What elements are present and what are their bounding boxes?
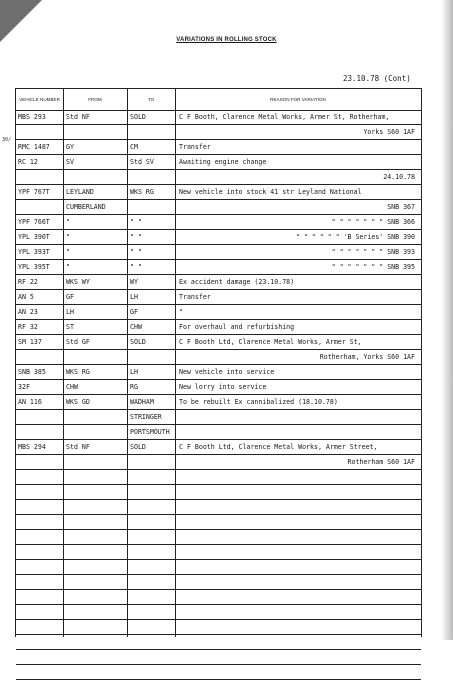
vehicle-number-cell: RC 12	[18, 158, 38, 166]
reason-cell: New lorry into service	[179, 383, 267, 391]
vehicle-number-cell: AN 116	[18, 398, 42, 406]
empty-table-row	[16, 620, 421, 635]
reason-cell: Rotherham, Yorks S60 1AF	[319, 353, 415, 361]
table-row	[16, 275, 421, 290]
to-cell: PORTSMOUTH	[130, 428, 170, 436]
to-cell: Std SV	[130, 158, 154, 166]
reason-cell: " " " " " " " SNB 393	[331, 248, 415, 256]
vehicle-number-cell: MBS 293	[18, 113, 46, 121]
from-cell: "	[66, 263, 70, 271]
from-cell	[66, 170, 126, 184]
vehicle-number-cell	[18, 170, 63, 184]
table-row	[16, 320, 421, 335]
from-cell: "	[66, 233, 70, 241]
empty-table-row	[16, 500, 421, 515]
vehicle-number-cell	[18, 455, 63, 469]
to-cell: " "	[130, 263, 142, 271]
vehicle-number-cell: RF 32	[18, 323, 38, 331]
from-cell: Std NF	[66, 113, 90, 121]
table-row	[16, 350, 421, 365]
table-row	[16, 440, 421, 455]
from-cell	[66, 425, 126, 439]
table-row	[16, 305, 421, 320]
from-cell: ST	[66, 323, 74, 331]
vehicle-number-cell	[18, 125, 63, 139]
vehicle-number-cell	[18, 200, 63, 214]
reason-cell: SNB 367	[387, 203, 415, 211]
from-cell: GF	[66, 293, 74, 301]
reason-cell: Transfer	[179, 143, 211, 151]
empty-table-row	[16, 560, 421, 575]
vehicle-number-cell: SM 137	[18, 338, 42, 346]
table-row	[16, 230, 421, 245]
page-title: VARIATIONS IN ROLLING STOCK	[176, 37, 277, 43]
vehicle-number-cell: YPL 390T	[18, 233, 50, 241]
reason-cell: " " " " " " 'B Series' SNB 390	[295, 233, 415, 241]
to-cell: STRINGER	[130, 413, 162, 421]
from-cell: GY	[66, 143, 74, 151]
reason-cell: New vehicle into service	[179, 368, 275, 376]
reason-cell: C F Booth Ltd, Clarence Metal Works, Armer St,	[179, 338, 362, 346]
page-corner-shadow	[0, 0, 42, 42]
table-row	[16, 215, 421, 230]
table-row	[16, 185, 421, 200]
to-cell: " "	[130, 218, 142, 226]
to-cell: " "	[130, 233, 142, 241]
vehicle-number-cell	[18, 425, 63, 439]
vehicle-number-cell: RF 22	[18, 278, 38, 286]
to-cell: WY	[130, 278, 138, 286]
empty-table-row	[16, 650, 421, 665]
to-cell: SOLD	[130, 113, 146, 121]
rolling-stock-table	[15, 88, 422, 637]
to-cell	[130, 170, 175, 184]
to-cell: WADHAM	[130, 398, 154, 406]
header-from: FROM	[88, 97, 102, 102]
reason-cell: C F Booth Ltd, Clarence Metal Works, Armer Street,	[179, 443, 378, 451]
reason-cell: To be rebuilt Ex cannibalized (18.10.78)	[179, 398, 338, 406]
table-row	[16, 200, 421, 215]
to-cell	[130, 350, 175, 364]
reason-cell: " " " " " " " SNB 395	[331, 263, 415, 271]
date-continued: 23.10.78 (Cont)	[343, 74, 411, 83]
reason-cell: Ex accident damage (23.10.78)	[179, 278, 295, 286]
vehicle-number-cell: YPL 393T	[18, 248, 50, 256]
table-row	[16, 155, 421, 170]
to-cell: CHW	[130, 323, 142, 331]
reason-cell	[179, 410, 419, 424]
empty-table-row	[16, 575, 421, 590]
table-row	[16, 110, 421, 125]
vehicle-number-cell: YPF 766T	[18, 218, 50, 226]
from-cell	[66, 350, 126, 364]
reason-cell: Transfer	[179, 293, 211, 301]
table-row	[16, 170, 421, 185]
table-row	[16, 260, 421, 275]
to-cell: LH	[130, 293, 138, 301]
reason-cell: Rotherham S60 1AF	[347, 458, 415, 466]
to-cell: SOLD	[130, 443, 146, 451]
reason-cell: "	[179, 308, 183, 316]
empty-table-row	[16, 635, 421, 650]
table-row	[16, 245, 421, 260]
from-cell: CUMBERLAND	[66, 203, 106, 211]
empty-table-row	[16, 665, 421, 680]
reason-cell: C F Booth, Clarence Metal Works, Armer St, Rotherham,	[179, 113, 390, 121]
table-row	[16, 290, 421, 305]
from-cell: WKS WY	[66, 278, 90, 286]
from-cell	[66, 125, 126, 139]
header-to: TO	[147, 97, 155, 102]
reason-cell: " " " " " " " SNB 366	[331, 218, 415, 226]
from-cell: LEYLAND	[66, 188, 94, 196]
empty-table-row	[16, 605, 421, 620]
empty-table-row	[16, 485, 421, 500]
margin-note: 30/	[2, 137, 12, 143]
empty-table-row	[16, 515, 421, 530]
from-cell: Std GF	[66, 338, 90, 346]
vehicle-number-cell: SNB 385	[18, 368, 46, 376]
reason-cell: Awaiting engine change	[179, 158, 267, 166]
header-row	[16, 89, 421, 111]
empty-table-row	[16, 545, 421, 560]
from-cell: WKS RG	[66, 368, 90, 376]
to-cell: GF	[130, 308, 138, 316]
vehicle-number-cell	[18, 410, 63, 424]
header-vehicle-number: VEHICLE NUMBER	[19, 97, 60, 102]
vehicle-number-cell	[18, 350, 63, 364]
table-row	[16, 455, 421, 470]
vehicle-number-cell: YPL 395T	[18, 263, 50, 271]
reason-cell: New vehicle into stock 41 str Leyland National	[179, 188, 362, 196]
to-cell: " "	[130, 248, 142, 256]
empty-table-row	[16, 530, 421, 545]
table-row	[16, 365, 421, 380]
table-row	[16, 380, 421, 395]
reason-cell: For overhaul and refurbishing	[179, 323, 295, 331]
to-cell	[130, 200, 175, 214]
from-cell	[66, 410, 126, 424]
table-row	[16, 395, 421, 410]
to-cell	[130, 455, 175, 469]
table-row	[16, 410, 421, 425]
table-row	[16, 140, 421, 155]
from-cell: Std NF	[66, 443, 90, 451]
page-edge-shadow	[441, 0, 453, 640]
table-row	[16, 335, 421, 350]
to-cell: SOLD	[130, 338, 146, 346]
from-cell: "	[66, 248, 70, 256]
from-cell: "	[66, 218, 70, 226]
vehicle-number-cell: AN 23	[18, 308, 38, 316]
from-cell: SV	[66, 158, 74, 166]
header-reason: REASON FOR VARIATION	[270, 97, 326, 102]
vehicle-number-cell: RMC 1487	[18, 143, 50, 151]
from-cell: LH	[66, 308, 74, 316]
vehicle-number-cell: MBS 294	[18, 443, 46, 451]
to-cell: RG	[130, 383, 138, 391]
table-row	[16, 125, 421, 140]
vehicle-number-cell: AN 5	[18, 293, 34, 301]
reason-cell	[179, 425, 419, 439]
reason-cell: 24.10.78	[383, 173, 415, 181]
reason-cell: Yorks S60 1AF	[363, 128, 415, 136]
from-cell: WKS GD	[66, 398, 90, 406]
table-row	[16, 425, 421, 440]
empty-table-row	[16, 590, 421, 605]
from-cell: CHW	[66, 383, 78, 391]
empty-table-row	[16, 470, 421, 485]
to-cell: CM	[130, 143, 138, 151]
vehicle-number-cell: 32F	[18, 383, 30, 391]
to-cell: WKS RG	[130, 188, 154, 196]
to-cell	[130, 125, 175, 139]
vehicle-number-cell: YPF 767T	[18, 188, 50, 196]
from-cell	[66, 455, 126, 469]
to-cell: LH	[130, 368, 138, 376]
